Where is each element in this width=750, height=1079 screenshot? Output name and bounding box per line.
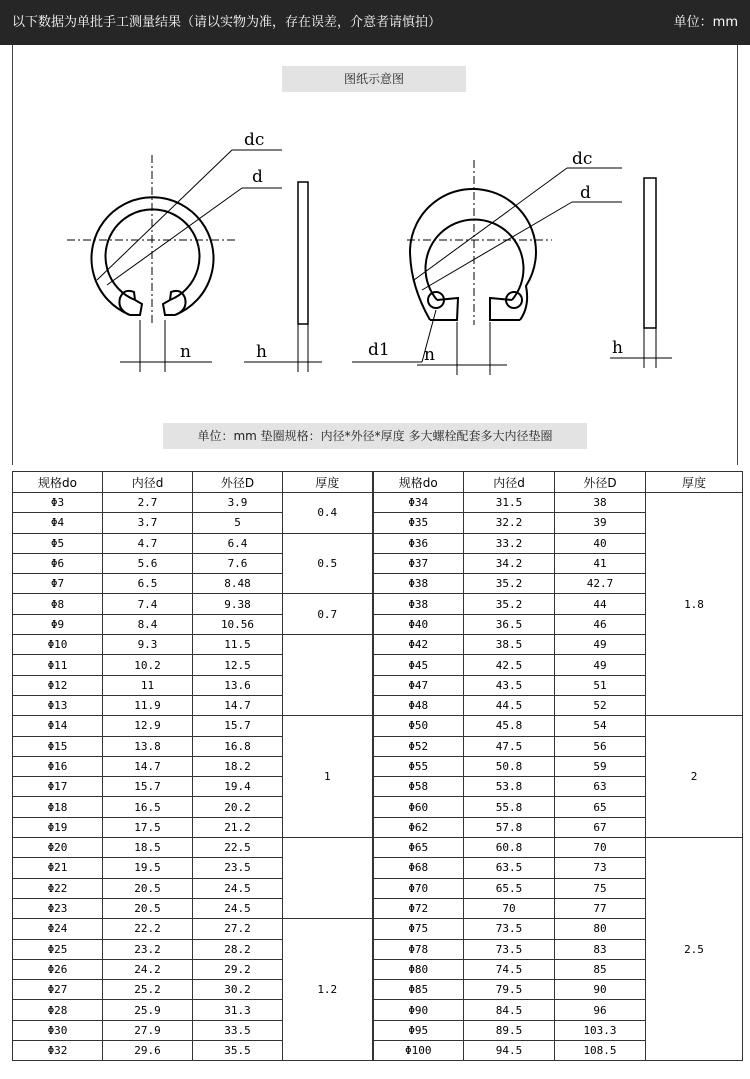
table-cell: 23.2 [103,939,193,959]
table-cell: Φ5 [13,533,103,553]
table-cell: 79.5 [464,980,555,1000]
table-row [13,777,743,797]
table-cell: 47.5 [464,736,555,756]
table-cell: 45.8 [464,716,555,736]
table-cell: 56 [555,736,646,756]
table-cell: 75 [555,878,646,898]
table-cell: 10.56 [193,614,283,634]
table-cell: 73 [555,858,646,878]
table-cell: 44 [555,594,646,614]
table-cell: 14.7 [103,756,193,776]
table-cell: 16.8 [193,736,283,756]
table-cell: Φ55 [373,756,464,776]
table-cell: 59 [555,756,646,776]
label-n-left: n [180,342,191,362]
thickness-cell: 2.5 [646,838,743,1061]
thickness-cell: 1 [283,716,373,838]
table-cell: 85 [555,959,646,979]
unit-label: 单位：mm [673,15,738,30]
table-cell: Φ38 [373,574,464,594]
table-cell: 18.2 [193,756,283,776]
table-row [13,797,743,817]
table-cell: 21.2 [193,817,283,837]
table-cell: 90 [555,980,646,1000]
table-body [13,493,743,1061]
table-cell: Φ26 [13,959,103,979]
label-dc-right: dc [572,149,593,169]
table-cell: Φ78 [373,939,464,959]
table-cell: 70 [555,838,646,858]
table-cell: Φ17 [13,777,103,797]
table-cell: Φ30 [13,1020,103,1040]
header-cell: 厚度 [283,472,373,493]
table-cell: 74.5 [464,959,555,979]
table-cell: 67 [555,817,646,837]
table-cell: 49 [555,655,646,675]
label-d-right: d [580,183,591,203]
table-row [13,655,743,675]
table-cell: 70 [464,898,555,918]
table-header-row [13,472,743,493]
table-cell: Φ15 [13,736,103,756]
table-cell: 63 [555,777,646,797]
table-cell: 63.5 [464,858,555,878]
table-cell: 31.5 [464,493,555,513]
table-cell: Φ58 [373,777,464,797]
table-cell: 89.5 [464,1020,555,1040]
table-cell: Φ40 [373,614,464,634]
table-cell: 22.2 [103,919,193,939]
table-cell: 8.4 [103,614,193,634]
table-cell: 19.5 [103,858,193,878]
table-row [13,838,743,858]
table-cell: 32.2 [464,513,555,533]
table-cell: 33.2 [464,533,555,553]
table-cell: 42.7 [555,574,646,594]
table-cell: 46 [555,614,646,634]
header-cell: 内径d [103,472,193,493]
table-cell: Φ23 [13,898,103,918]
table-cell: 103.3 [555,1020,646,1040]
table-cell: Φ22 [13,878,103,898]
thickness-cell: 0.5 [283,533,373,594]
table-cell: Φ7 [13,574,103,594]
table-cell: 51 [555,675,646,695]
table-cell: Φ90 [373,1000,464,1020]
table-cell: 14.7 [193,695,283,715]
table-cell: 5.6 [103,553,193,573]
table-cell: 53.8 [464,777,555,797]
table-cell: 50.8 [464,756,555,776]
table-row [13,898,743,918]
table-cell: 42.5 [464,655,555,675]
table-cell: 44.5 [464,695,555,715]
table-cell: Φ25 [13,939,103,959]
table-cell: Φ13 [13,695,103,715]
header-cell: 规格do [373,472,464,493]
table-cell: Φ68 [373,858,464,878]
table-cell: 55.8 [464,797,555,817]
table-cell: 28.2 [193,939,283,959]
table-cell: Φ20 [13,838,103,858]
table-cell: 3.7 [103,513,193,533]
circlip-drawing [12,110,738,390]
table-cell: 39 [555,513,646,533]
table-cell: 9.3 [103,635,193,655]
table-cell: 20.5 [103,898,193,918]
table-cell: Φ16 [13,756,103,776]
table-cell: 80 [555,919,646,939]
table-cell: Φ4 [13,513,103,533]
table-cell: Φ11 [13,655,103,675]
table-cell: Φ8 [13,594,103,614]
table-cell: 27.2 [193,919,283,939]
table-cell: Φ52 [373,736,464,756]
table-row [13,1041,743,1061]
table-cell: 73.5 [464,919,555,939]
table-cell: Φ45 [373,655,464,675]
table-cell: 22.5 [193,838,283,858]
table-cell: Φ27 [13,980,103,1000]
table-cell: 25.9 [103,1000,193,1020]
table-cell: 12.5 [193,655,283,675]
table-row [13,878,743,898]
table-cell: Φ50 [373,716,464,736]
label-n-right: n [424,345,435,365]
table-cell: 40 [555,533,646,553]
table-cell: 31.3 [193,1000,283,1020]
table-cell: 35.2 [464,594,555,614]
table-row [13,756,743,776]
table-row [13,939,743,959]
table-cell: 84.5 [464,1000,555,1020]
table-cell: 52 [555,695,646,715]
table-cell: 77 [555,898,646,918]
table-cell: Φ34 [373,493,464,513]
table-cell: 6.5 [103,574,193,594]
table-cell: 20.2 [193,797,283,817]
label-dc-left: dc [244,130,265,150]
thickness-cell [283,838,373,919]
table-cell: 30.2 [193,980,283,1000]
header-cell: 厚度 [646,472,743,493]
table-row [13,919,743,939]
table-row [13,513,743,533]
table-cell: Φ47 [373,675,464,695]
table-cell: 11.5 [193,635,283,655]
table-cell: Φ48 [373,695,464,715]
table-cell: 25.2 [103,980,193,1000]
table-row [13,817,743,837]
table-cell: 7.4 [103,594,193,614]
table-row [13,614,743,634]
table-cell: 24.5 [193,878,283,898]
table-cell: Φ9 [13,614,103,634]
header-cell: 外径D [193,472,283,493]
table-cell: 7.6 [193,553,283,573]
table-cell: 41 [555,553,646,573]
spec-table [12,471,743,1061]
table-cell: 13.8 [103,736,193,756]
table-row [13,736,743,756]
table-cell: Φ72 [373,898,464,918]
table-cell: Φ65 [373,838,464,858]
table-cell: 6.4 [193,533,283,553]
spec-note: 单位：mm 垫圈规格：内径*外径*厚度 多大螺栓配套多大内径垫圈 [163,423,587,449]
thickness-cell [283,635,373,716]
table-cell: 27.9 [103,1020,193,1040]
table-cell: 10.2 [103,655,193,675]
table-cell: 29.2 [193,959,283,979]
header-bar [0,0,750,45]
table-cell: 54 [555,716,646,736]
header-cell: 外径D [555,472,646,493]
table-row [13,675,743,695]
table-cell: 5 [193,513,283,533]
table-row [13,1020,743,1040]
table-cell: Φ80 [373,959,464,979]
table-cell: Φ38 [373,594,464,614]
table-cell: Φ21 [13,858,103,878]
table-cell: Φ75 [373,919,464,939]
thickness-cell: 0.7 [283,594,373,635]
table-cell: 65.5 [464,878,555,898]
table-cell: Φ19 [13,817,103,837]
table-cell: 15.7 [193,716,283,736]
table-cell: 23.5 [193,858,283,878]
table-cell: 83 [555,939,646,959]
table-cell: 35.2 [464,574,555,594]
table-cell: 17.5 [103,817,193,837]
table-cell: Φ14 [13,716,103,736]
table-cell: Φ28 [13,1000,103,1020]
table-cell: 18.5 [103,838,193,858]
table-cell: 13.6 [193,675,283,695]
table-row [13,695,743,715]
table-row [13,635,743,655]
table-cell: Φ10 [13,635,103,655]
thickness-cell: 1.8 [646,493,743,716]
table-cell: 73.5 [464,939,555,959]
table-cell: 2.7 [103,493,193,513]
thickness-cell: 2 [646,716,743,838]
table-row [13,1000,743,1020]
label-d-left: d [252,167,263,187]
table-cell: 24.5 [193,898,283,918]
table-cell: 11.9 [103,695,193,715]
label-h-left: h [256,342,267,362]
table-cell: 33.5 [193,1020,283,1040]
table-row [13,533,743,553]
table-row [13,553,743,573]
table-cell: Φ3 [13,493,103,513]
table-cell: Φ100 [373,1041,464,1061]
label-h-right: h [612,338,623,358]
table-cell: 12.9 [103,716,193,736]
table-cell: 38 [555,493,646,513]
label-d1-right: d1 [368,340,390,360]
table-cell: 36.5 [464,614,555,634]
table-cell: Φ35 [373,513,464,533]
table-row [13,493,743,513]
table-cell: Φ95 [373,1020,464,1040]
table-cell: 24.2 [103,959,193,979]
table-cell: Φ85 [373,980,464,1000]
table-row [13,959,743,979]
table-cell: 15.7 [103,777,193,797]
table-cell: 34.2 [464,553,555,573]
header-cell: 规格do [13,472,103,493]
table-row [13,574,743,594]
diagram-title: 图纸示意图 [282,66,466,92]
table-cell: Φ62 [373,817,464,837]
table-cell: 96 [555,1000,646,1020]
table-row [13,716,743,736]
table-row [13,858,743,878]
table-cell: 57.8 [464,817,555,837]
table-cell: 65 [555,797,646,817]
table-cell: Φ42 [373,635,464,655]
table-cell: Φ36 [373,533,464,553]
header-cell: 内径d [464,472,555,493]
table-cell: 4.7 [103,533,193,553]
table-cell: 94.5 [464,1041,555,1061]
table-cell: 8.48 [193,574,283,594]
table-cell: 11 [103,675,193,695]
table-cell: 38.5 [464,635,555,655]
measurement-note: 以下数据为单批手工测量结果（请以实物为准，存在误差，介意者请慎拍） [12,15,442,30]
table-cell: 60.8 [464,838,555,858]
table-row [13,594,743,614]
table-cell: 35.5 [193,1041,283,1061]
table-cell: Φ6 [13,553,103,573]
table-cell: 108.5 [555,1041,646,1061]
table-cell: Φ24 [13,919,103,939]
table-cell: 9.38 [193,594,283,614]
table-cell: 29.6 [103,1041,193,1061]
table-cell: 43.5 [464,675,555,695]
table-cell: Φ70 [373,878,464,898]
table-cell: 49 [555,635,646,655]
table-cell: Φ60 [373,797,464,817]
table-cell: 19.4 [193,777,283,797]
table-cell: 16.5 [103,797,193,817]
table-cell: Φ37 [373,553,464,573]
table-cell: Φ12 [13,675,103,695]
table-cell: Φ32 [13,1041,103,1061]
table-cell: Φ18 [13,797,103,817]
thickness-cell: 1.2 [283,919,373,1061]
table-row [13,980,743,1000]
table-cell: 20.5 [103,878,193,898]
thickness-cell: 0.4 [283,493,373,534]
table-cell: 3.9 [193,493,283,513]
